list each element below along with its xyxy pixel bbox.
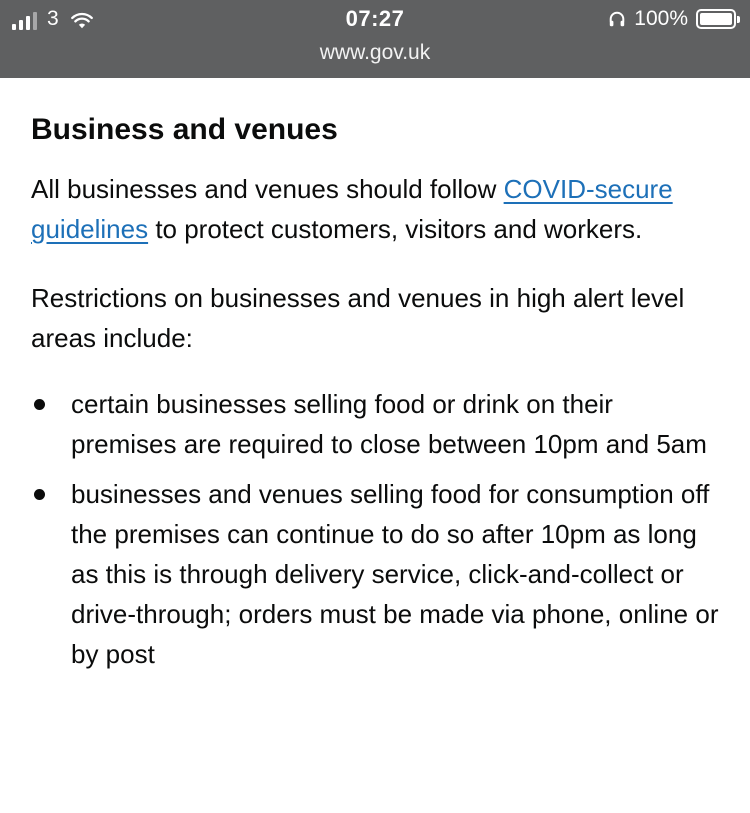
intro-paragraph bbox=[31, 169, 720, 249]
intro-text-before: All businesses and venues should follow bbox=[31, 174, 504, 204]
intro-text-after: to protect customers, visitors and workers. bbox=[148, 214, 643, 244]
status-time: 07:27 bbox=[345, 6, 405, 31]
status-right bbox=[608, 7, 736, 31]
article-content bbox=[0, 111, 750, 674]
carrier-label: 3 bbox=[47, 7, 59, 30]
list-item: certain businesses selling food or drink on their premises are required to close between 10pm and 5am bbox=[31, 384, 720, 464]
headphones-icon bbox=[608, 10, 626, 28]
list-item: businesses and venues selling food for consumption off the premises can continue to do so after 10pm as long as this is through delivery service, click-and-collect or drive-through; orders must be made via phone, online or by post bbox=[31, 474, 720, 674]
section-heading: Business and venues bbox=[31, 113, 338, 146]
battery-percent: 100% bbox=[634, 7, 688, 30]
status-bar bbox=[0, 0, 750, 78]
restrictions-intro: Restrictions on businesses and venues in high alert level areas include: bbox=[31, 283, 685, 353]
restrictions-list bbox=[31, 384, 720, 674]
battery-icon bbox=[696, 9, 736, 29]
address-bar-url[interactable]: www.gov.uk bbox=[319, 41, 431, 64]
covid-secure-guidelines-link[interactable]: COVID-secure guidelines bbox=[31, 174, 673, 244]
